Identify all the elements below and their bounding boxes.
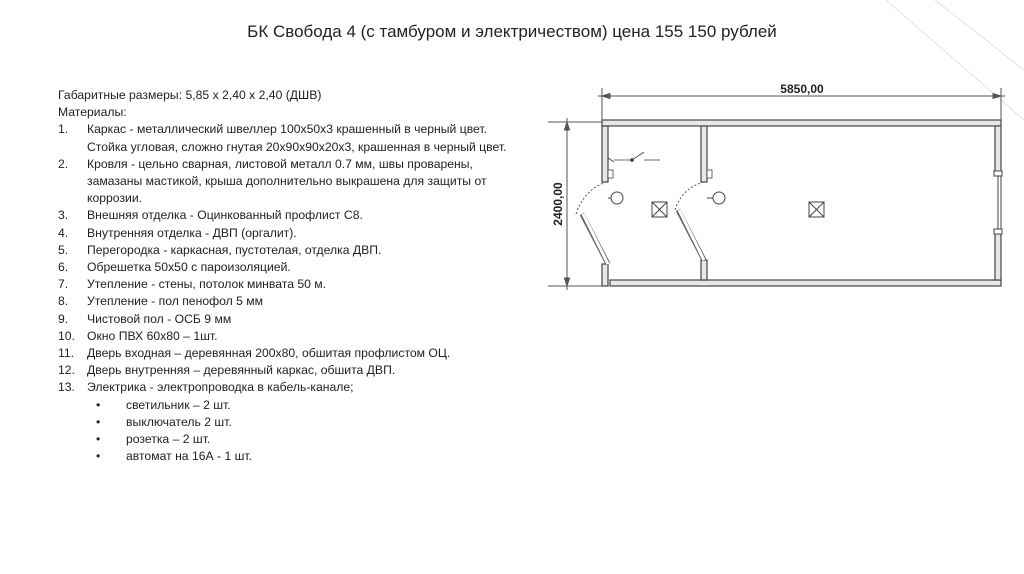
item-text: Кровля - цельно сварная, листовой металл 0.7 мм, швы проварены, замазаны мастикой, крыша дополнительно выкрашена для защиты от коррозии. [87,156,487,206]
list-item [58,379,508,396]
item-number: 3. [58,208,69,223]
item-number: 7. [58,277,69,292]
height-label: 2400,00 [551,182,565,226]
item-text: Дверь входная – деревянная 200х80, обшитая профлистом ОЦ. [87,346,451,361]
bullet-symbol: • [96,397,101,412]
item-text: Чистовой пол - ОСБ 9 мм [87,311,232,326]
width-label: 5850,00 [780,82,824,96]
bullet-text: автомат на 16А - 1 шт. [126,449,253,464]
bullet-symbol: • [96,432,101,447]
window [994,171,1002,234]
bullet-symbol: • [96,414,101,429]
dimensions-text: Габаритные размеры: 5,85 х 2,40 х 2,40 (ДШВ) [58,88,322,102]
item-text: Утепление - стены, потолок минвата 50 м. [87,277,327,292]
item-text: Обрешетка 50х50 с пароизоляцией. [87,260,291,275]
list-item [58,225,508,242]
bullet-text: выключатель 2 шт. [126,414,232,429]
item-text: Дверь внутренняя – деревянный каркас, обшита ДВП. [87,363,396,378]
materials-heading: Материалы: [58,105,127,120]
list-item [58,414,508,431]
item-text: Внешняя отделка - Оцинкованный профлист С8. [87,208,363,223]
list-item [58,311,508,328]
item-text: Электрика - электропроводка в кабель-канале; [87,380,354,395]
list-item [58,293,508,310]
switch-icon [608,152,660,162]
item-number: 5. [58,242,69,257]
item-text: Перегородка - каркасная, пустотелая, отделка ДВП. [87,242,382,257]
list-item [58,259,508,276]
item-number: 10. [58,328,75,343]
bullet-symbol: • [96,449,101,464]
floor-plan [540,78,1015,303]
item-text: Окно ПВХ 60х80 – 1шт. [87,328,218,343]
light-fixture-icon [652,202,667,217]
item-number: 9. [58,311,69,326]
specifications [58,87,508,465]
item-number: 6. [58,260,69,275]
electrical-list [58,397,508,466]
item-number: 4. [58,225,69,240]
materials-list [58,121,508,396]
list-item [58,276,508,293]
list-item [58,431,508,448]
item-number: 13. [58,380,75,395]
list-item [58,121,508,155]
entrance-door [576,182,608,264]
light-fixture-icon [809,202,824,217]
internal-door [675,182,704,260]
item-text: Утепление - пол пенофол 5 мм [87,294,264,309]
item-number: 2. [58,156,69,171]
list-item [58,207,508,224]
list-item [58,345,508,362]
wall-fixture-icon [608,170,712,178]
item-number: 1. [58,122,69,137]
item-number: 8. [58,294,69,309]
item-text: Внутренняя отделка - ДВП (оргалит). [87,225,297,240]
bullet-text: светильник – 2 шт. [126,397,231,412]
socket-icon [707,192,725,204]
bullet-text: розетка – 2 шт. [126,432,211,447]
socket-icon [608,192,623,204]
list-item [58,242,508,259]
list-item [58,397,508,414]
list-item [58,362,508,379]
list-item [58,328,508,345]
page-title: БК Свобода 4 (с тамбуром и электричеством) цена 155 150 рублей [247,22,777,41]
list-item [58,156,508,208]
item-text: Каркас - металлический швеллер 100х50х3 крашенный в черный цвет. Стойка угловая, сложно гнутая 20х90х90х20х3, крашенная в черный цвет. [87,122,507,154]
item-number: 11. [58,346,75,361]
item-number: 12. [58,363,75,378]
list-item [58,448,508,465]
